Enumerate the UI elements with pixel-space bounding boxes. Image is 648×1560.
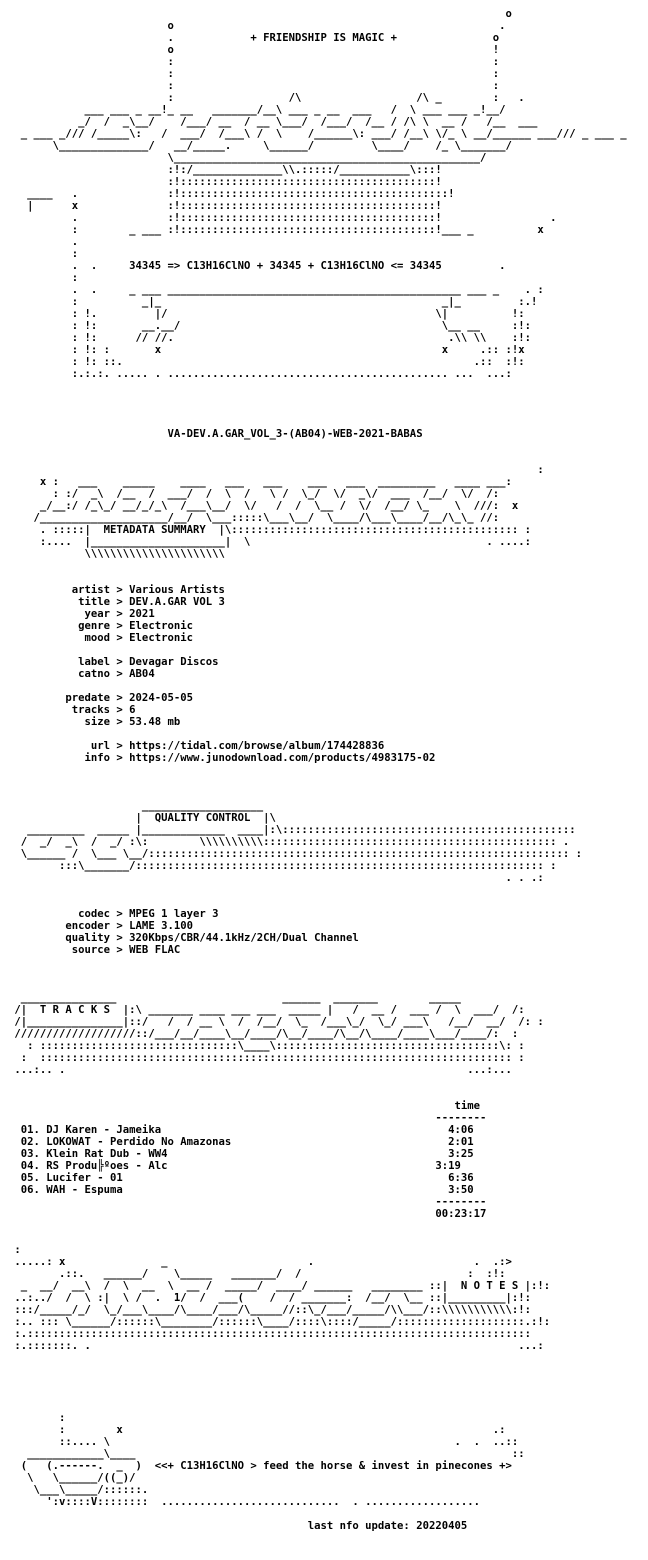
- nfo-text-block: [8, 8, 640, 1532]
- nfo-line: 06. WAH - Espuma 3:50: [8, 1184, 474, 1196]
- nfo-line: x : ___ _____ ____ ___ ___ ___ ___ _________ ____ ___:: [8, 476, 512, 488]
- nfo-line: _/ / _\__/ /___/ __ / __ \___/ /___/ /__ / /\ \ __ / /__ ___: [8, 116, 538, 128]
- nfo-line: : :/ _\ /__ / ___/ / \ / \ / \_/ \/ _\/ ___ /__/ \/ /:: [8, 488, 500, 500]
- nfo-line: : /\ /\ _ : .: [8, 92, 525, 104]
- nfo-line: /| T R A C K S |:\ _______ ____ ___ ___ _____ | / __ / ___ / \ ___/ /:: [8, 1004, 525, 1016]
- nfo-line: . . .:: [8, 872, 544, 884]
- nfo-line: :.... |_____________________| \ . ....:: [8, 536, 531, 548]
- nfo-line: 05. Lucifer - 01 6:36: [8, 1172, 474, 1184]
- nfo-line: :: [8, 1412, 66, 1424]
- nfo-line: :.:::::::::::::::::::::::::::::::::::::::::::::::::::::::::::::::::::::::::::::::: [8, 1328, 531, 1340]
- nfo-line: : !: ::. .:: :!:: [8, 356, 525, 368]
- nfo-line: VA-DEV.A.GAR_VOL_3-(AB04)-WEB-2021-BABAS: [8, 428, 423, 440]
- nfo-line: : :: [8, 56, 500, 68]
- nfo-line: : _|_ _|_ :.!: [8, 296, 538, 308]
- nfo-line: 04. RS Produ╠ºoes - Alc 3:19: [8, 1160, 461, 1172]
- nfo-line: o: [8, 8, 512, 20]
- nfo-line: ...:.. . ...:...: [8, 1064, 512, 1076]
- nfo-line: quality > 320Kbps/CBR/44.1kHz/2CH/Dual Channel: [8, 932, 359, 944]
- nfo-line: \______________/ __/_____. \______/ \____/ /_ \_______/: [8, 140, 512, 152]
- nfo-line: _______________ ______ _______ _____: [8, 992, 461, 1004]
- nfo-line: / _/ _\ / _/ :\: \\\\\\\\\\:::::::::::::::::::::::::::::::::::::::::::::: .: [8, 836, 570, 848]
- nfo-line: . . 34345 => C13H16ClNO + 34345 + C13H16ClNO <= 34345 .: [8, 260, 506, 272]
- nfo-line: ( (.------. _ ) <<+ C13H16ClNO > feed the horse & invest in pinecones +>: [8, 1460, 512, 1472]
- nfo-line: genre > Electronic: [8, 620, 193, 632]
- nfo-line: .: [8, 236, 79, 248]
- nfo-line: tracks > 6: [8, 704, 136, 716]
- nfo-line: ____ . :!::::::::::::::::::::::::::::::::::::::::::!: [8, 188, 455, 200]
- nfo-line: o .: [8, 20, 506, 32]
- nfo-line: :: [8, 248, 79, 260]
- nfo-line: _________ _____ |_____________ ____|:\::::::::::::::::::::::::::::::::::::::::::::::: [8, 824, 576, 836]
- nfo-line: predate > 2024-05-05: [8, 692, 193, 704]
- nfo-line: last nfo update: 20220405: [8, 1520, 468, 1532]
- nfo-line: . :!::::::::::::::::::::::::::::::::::::::::! .: [8, 212, 557, 224]
- nfo-line: \ \______/((_)/: [8, 1472, 136, 1484]
- nfo-line: codec > MPEG 1 layer 3: [8, 908, 219, 920]
- nfo-line: size > 53.48 mb: [8, 716, 181, 728]
- nfo-line: info > https://www.junodownload.com/products/4983175-02: [8, 752, 436, 764]
- nfo-line: : !: // //. .\\ \\ :!:: [8, 332, 531, 344]
- nfo-line: \___\_____/::::::.: [8, 1484, 149, 1496]
- nfo-line: ..:../ / \ :| \ / . 1/ / ___( / / _______: /__/ \__ ::|_________|:!:: [8, 1292, 531, 1304]
- nfo-line: :.:.:. ..... . ............................................ ... ...:: [8, 368, 512, 380]
- nfo-line: :.:::::::. . ...:: [8, 1340, 544, 1352]
- nfo-line: title > DEV.A.GAR VOL 3: [8, 596, 225, 608]
- nfo-line: : :::::::::::::::::::::::::::::::\____\:::::::::::::::::::::::::::::::::::\: :: [8, 1040, 525, 1052]
- nfo-line: 03. Klein Rat Dub - WW4 3:25: [8, 1148, 474, 1160]
- nfo-line: ::.... \ . . ..::: [8, 1436, 519, 1448]
- nfo-line: 02. LOKOWAT - Perdido No Amazonas 2:01: [8, 1136, 474, 1148]
- nfo-line: ___ ___ _ __!_ __ _______/__\ ___ _ __ ___ / \ ___ ___ _!__/: [8, 104, 506, 116]
- nfo-line: 01. DJ Karen - Jameika 4:06: [8, 1124, 474, 1136]
- nfo-line: .::. ______/ \_____ _______/ / : :!:: [8, 1268, 506, 1280]
- nfo-line: :!:/______________\\.:::::/___________\:::!: [8, 164, 442, 176]
- nfo-line: : :::::::::::::::::::::::::::::::::::::::::::::::::::::::::::::::::::::::::: :: [8, 1052, 525, 1064]
- nfo-line: --------: [8, 1196, 487, 1208]
- nfo-line: :: [8, 1244, 21, 1256]
- nfo-line: :: [8, 272, 79, 284]
- nfo-line: .....: x _ . . .:>: [8, 1256, 512, 1268]
- nfo-line: /____________________/__/ \___:::::\___\__/ \____/\___\____/__/\_\_ //:: [8, 512, 500, 524]
- nfo-line: o !: [8, 44, 500, 56]
- nfo-line: | QUALITY CONTROL |\: [8, 812, 276, 824]
- nfo-line: : !. |/ \| !:: [8, 308, 525, 320]
- nfo-line: :.. ::: \______/::::::\________/::::::\____/::::\::::/_____/::::::::::::::::::::.:!:: [8, 1316, 551, 1328]
- nfo-line: _/__:/ /_\_/ __/_/_\ /___\__/ \/ / / \__ / \/ /__/ \_ \ ///: x: [8, 500, 519, 512]
- nfo-line: . . _ ___ ______________________________________________ ___ _ . :: [8, 284, 544, 296]
- nfo-line: \\\\\\\\\\\\\\\\\\\\\\: [8, 548, 225, 560]
- nfo-line: encoder > LAME 3.100: [8, 920, 193, 932]
- nfo-line: | x :!::::::::::::::::::::::::::::::::::::::::!: [8, 200, 442, 212]
- nfo-line: : _ ___ :!::::::::::::::::::::::::::::::::::::::::!___ _ x: [8, 224, 544, 236]
- nfo-line: : :: [8, 68, 500, 80]
- nfo-line: :!::::::::::::::::::::::::::::::::::::::::!: [8, 176, 442, 188]
- nfo-line: catno > AB04: [8, 668, 155, 680]
- nfo-line: : :: [8, 80, 500, 92]
- nfo-line: source > WEB FLAC: [8, 944, 181, 956]
- nfo-line: _ __/ __\ / \ __ \ __ / _____/ ____/ ______ ________ ::| N O T E S |:!:: [8, 1280, 551, 1292]
- nfo-line: : !: : x x .:: :!x: [8, 344, 525, 356]
- nfo-line: . + FRIENDSHIP IS MAGIC + o: [8, 32, 500, 44]
- nfo-line: --------: [8, 1112, 487, 1124]
- nfo-line: mood > Electronic: [8, 632, 193, 644]
- nfo-line: url > https://tidal.com/browse/album/174428836: [8, 740, 385, 752]
- nfo-line: ____________\____ ::: [8, 1448, 525, 1460]
- nfo-line: artist > Various Artists: [8, 584, 225, 596]
- nfo-line: label > Devagar Discos: [8, 656, 219, 668]
- nfo-line: \________________________________________________/: [8, 152, 487, 164]
- nfo-line: : x .:: [8, 1424, 506, 1436]
- nfo-line: : !: __.__/ \__ __ :!:: [8, 320, 531, 332]
- nfo-line: :: [8, 464, 544, 476]
- nfo-line: \______ / \___ \__/:::::::::::::::::::::::::::::::::::::::::::::::::::::::::::::::::: :: [8, 848, 583, 860]
- nfo-line: ':v::::V:::::::: ............................ . ..................: [8, 1496, 480, 1508]
- nfo-line: ///////////////////::/___/__/____\__/____/\__/____/\__/\____/____\___/____/: :: [8, 1028, 519, 1040]
- nfo-line: _ ___ _/// /_____\: / ___/ /___\ / \ /______\: ___/ /__\ \/_ \ __/______ ___/// _ ___ _: [8, 128, 627, 140]
- nfo-line: :::/_____/_/ \_/___\____/\____/___/\_____//::\_/___/_____/\\___/::\\\\\\\\\\\:!:: [8, 1304, 531, 1316]
- nfo-line: . :::::| METADATA SUMMARY |\::::::::::::::::::::::::::::::::::::::::::::: :: [8, 524, 531, 536]
- nfo-line: :::\_______/:::::::::::::::::::::::::::::::::::::::::::::::::::::::::::::::: :: [8, 860, 557, 872]
- nfo-line: year > 2021: [8, 608, 155, 620]
- nfo-line: time: [8, 1100, 480, 1112]
- nfo-line: ___________________: [8, 800, 264, 812]
- nfo-line: /|_______________|::/ / / __ \ / /__/ \_ /___\_/ \_/ ___\ /__/ __/ /: :: [8, 1016, 544, 1028]
- nfo-line: 00:23:17: [8, 1208, 487, 1220]
